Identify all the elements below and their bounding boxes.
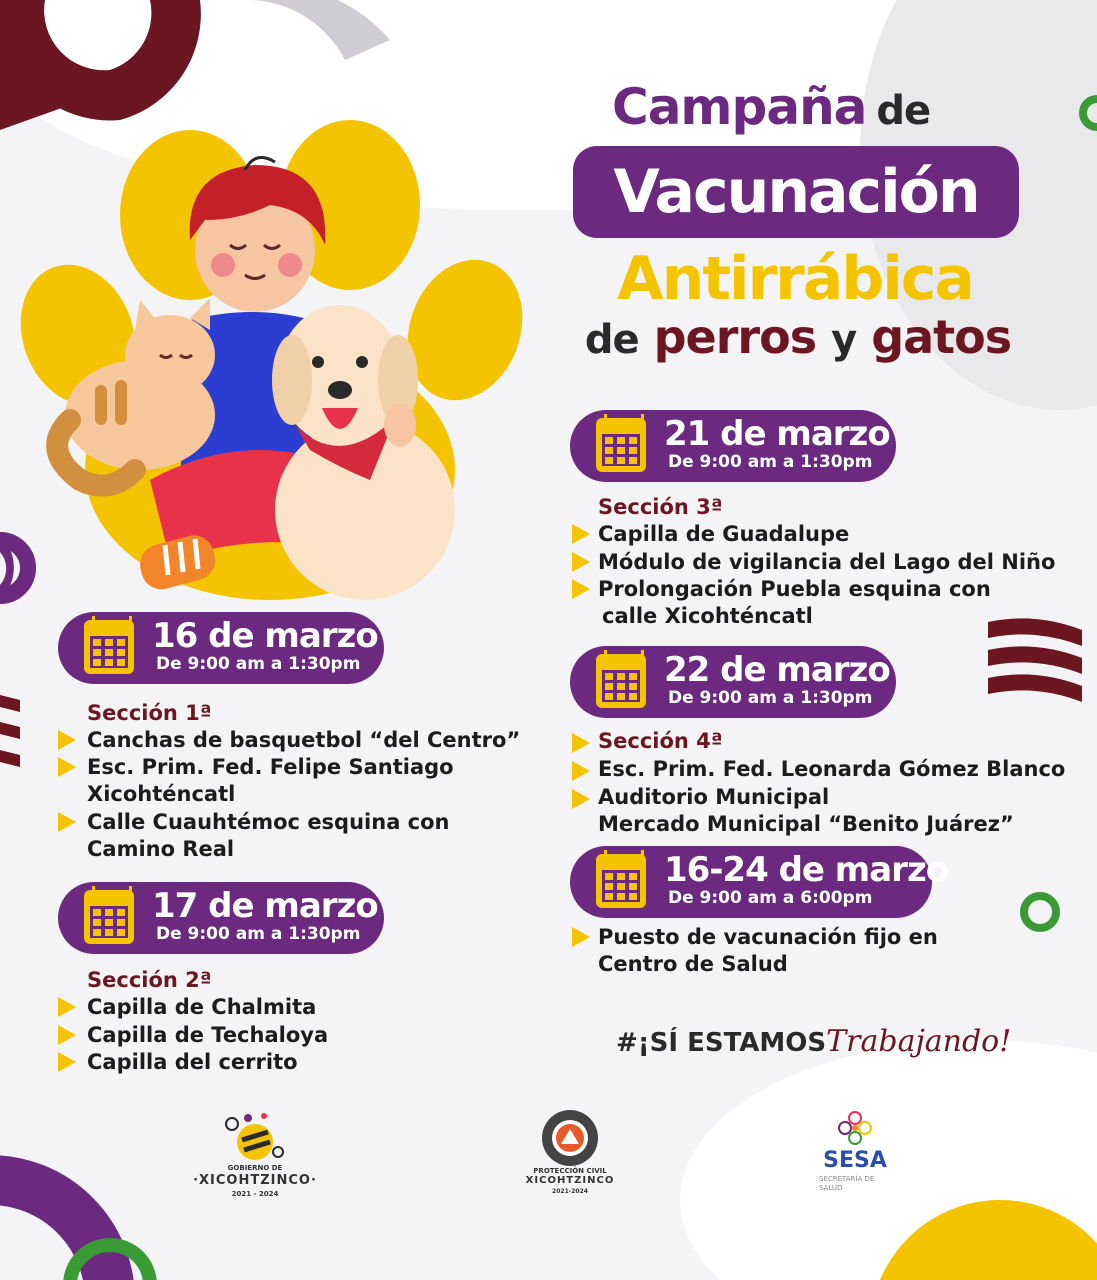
- calendar-icon: [596, 418, 646, 472]
- calendar-icon: [84, 620, 134, 674]
- event-date: 16-24 de marzo: [664, 850, 949, 890]
- event-hours: De 9:00 am a 1:30pm: [156, 654, 361, 674]
- flower-icon: [835, 1108, 875, 1148]
- calendar-icon: [596, 854, 646, 908]
- list-item: Prolongación Puebla esquina con: [598, 577, 991, 601]
- list-item: Puesto de vacunación fijo en: [598, 925, 938, 949]
- civil-protection-icon: [540, 1108, 600, 1168]
- bullet-icon: [572, 552, 590, 572]
- calendar-icon: [596, 654, 646, 708]
- title-dogs-cats: de perros y gatos: [584, 310, 1012, 364]
- date-pill-22-marzo: [570, 646, 896, 718]
- list-item: Camino Real: [87, 837, 235, 861]
- list-item: Módulo de vigilancia del Lago del Niño: [598, 550, 1056, 574]
- bullet-icon: [572, 761, 590, 781]
- bullet-icon: [58, 812, 76, 832]
- list-item: Canchas de basquetbol “del Centro”: [87, 728, 521, 752]
- event-date: 17 de marzo: [152, 886, 378, 926]
- list-item: Calle Cuauhtémoc esquina con: [87, 810, 450, 834]
- bullet-icon: [572, 789, 590, 809]
- title-antirabies: Antirrábica: [617, 244, 973, 314]
- list-item: Esc. Prim. Fed. Leonarda Gómez Blanco: [598, 757, 1066, 781]
- sesa-logo: SESA SECRETARÍA DE SALUD: [815, 1108, 895, 1198]
- list-item: Xicohténcatl: [87, 782, 236, 806]
- event-date: 16 de marzo: [152, 616, 378, 656]
- list-item: Centro de Salud: [598, 952, 788, 976]
- section-label: Sección 2ª: [87, 968, 212, 992]
- list-item: Esc. Prim. Fed. Felipe Santiago: [87, 755, 454, 779]
- list-item: Mercado Municipal “Benito Juárez”: [598, 812, 1014, 836]
- bullet-icon: [58, 757, 76, 777]
- bullet-icon: [58, 1052, 76, 1072]
- list-item: Auditorio Municipal: [598, 785, 830, 809]
- bullet-icon: [58, 730, 76, 750]
- event-hours: De 9:00 am a 1:30pm: [668, 452, 873, 472]
- event-hours: De 9:00 am a 1:30pm: [668, 688, 873, 708]
- title-campaign: Campaña de: [612, 78, 931, 136]
- civil-protection-logo: PROTECCIÓN CIVIL XICOHTZINCO 2021-2024: [515, 1108, 625, 1198]
- list-item: Capilla de Guadalupe: [598, 522, 850, 546]
- bullet-icon: [572, 927, 590, 947]
- bullet-icon: [58, 997, 76, 1017]
- event-hours: De 9:00 am a 1:30pm: [156, 924, 361, 944]
- person-with-pets-illustration: [40, 150, 470, 600]
- bee-icon: [220, 1112, 290, 1162]
- date-pill-17-marzo: [58, 882, 384, 954]
- date-pill-16-marzo: [58, 612, 384, 684]
- event-hours: De 9:00 am a 6:00pm: [668, 888, 873, 908]
- event-date: 22 de marzo: [664, 650, 890, 690]
- section-label: Sección 1ª: [87, 701, 212, 725]
- list-item: Capilla de Chalmita: [87, 995, 317, 1019]
- date-pill-16-24-marzo: [570, 846, 949, 918]
- bullet-icon: [572, 733, 590, 753]
- event-date: 21 de marzo: [664, 414, 890, 454]
- bullet-icon: [572, 579, 590, 599]
- calendar-icon: [84, 890, 134, 944]
- government-logo: GOBIERNO DE ·XICOHTZINCO· 2021 - 2024: [190, 1112, 320, 1202]
- bullet-icon: [58, 1025, 76, 1045]
- list-item: calle Xicohténcatl: [602, 604, 813, 628]
- date-pill-21-marzo: [570, 410, 896, 482]
- title-vaccination: Vacunación: [613, 157, 979, 227]
- hashtag: #¡SÍ ESTAMOSTrabajando!: [616, 1024, 1012, 1059]
- section-label: Sección 4ª: [598, 729, 723, 753]
- bullet-icon: [572, 524, 590, 544]
- list-item: Capilla del cerrito: [87, 1050, 298, 1074]
- list-item: Capilla de Techaloya: [87, 1023, 329, 1047]
- section-label: Sección 3ª: [598, 495, 723, 519]
